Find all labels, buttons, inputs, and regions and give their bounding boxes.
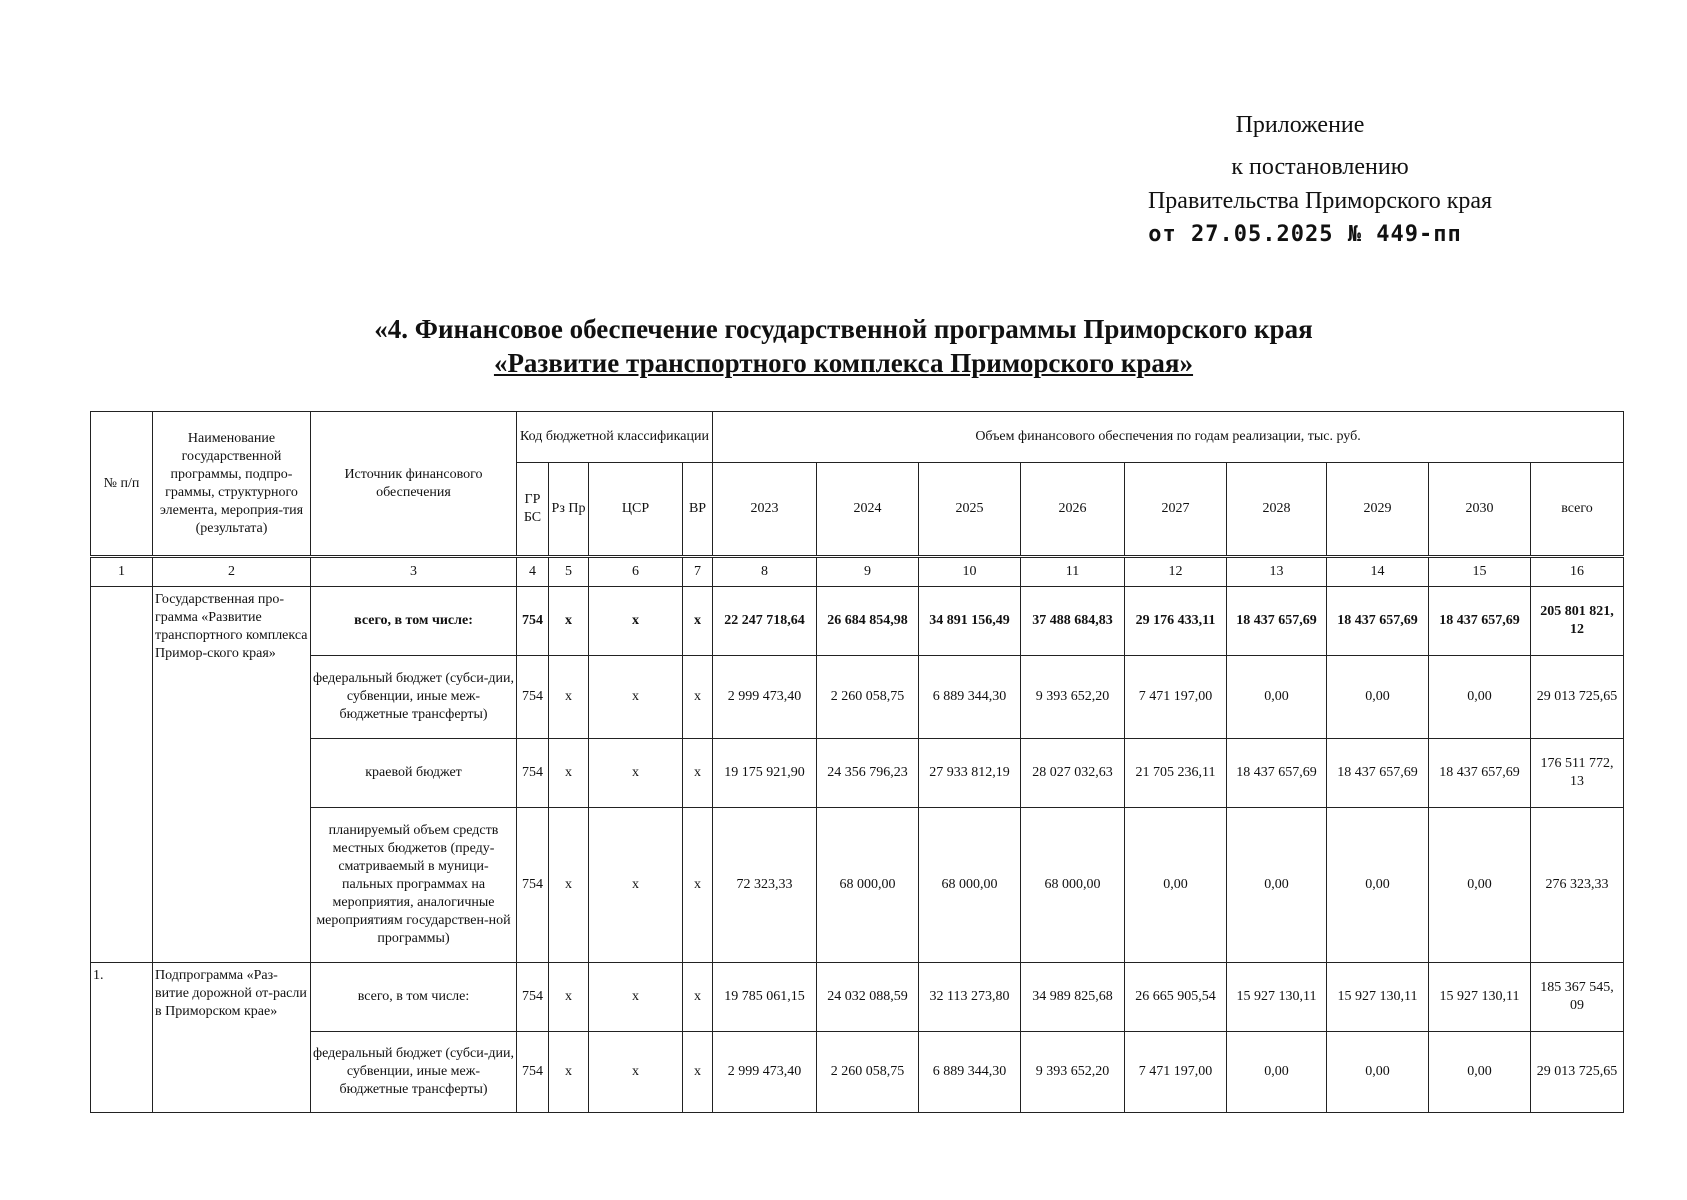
column-number: 11 <box>1021 557 1125 587</box>
kbk-csr: х <box>589 1032 683 1113</box>
kbk-csr: х <box>589 808 683 963</box>
program-name: Государственная про-грамма «Развитие транспортного комплекса Примор-ского края» <box>153 587 311 963</box>
kbk-vr: х <box>683 1032 713 1113</box>
funding-source: всего, в том числе: <box>311 963 517 1032</box>
header-row-1 <box>91 412 1624 463</box>
kbk-rzpr: х <box>549 808 589 963</box>
header-year-5: 2028 <box>1227 463 1327 557</box>
kbk-csr: х <box>589 739 683 808</box>
value-year-2030: 0,00 <box>1429 656 1531 739</box>
header-grbs: ГР БС <box>517 463 549 557</box>
kbk-rzpr: х <box>549 587 589 656</box>
column-number: 2 <box>153 557 311 587</box>
value-year-2029: 0,00 <box>1327 1032 1429 1113</box>
column-number: 5 <box>549 557 589 587</box>
value-total: 29 013 725,65 <box>1531 1032 1624 1113</box>
header-year-8: всего <box>1531 463 1624 557</box>
header-csr: ЦСР <box>589 463 683 557</box>
value-year-2027: 21 705 236,11 <box>1125 739 1227 808</box>
kbk-grbs: 754 <box>517 587 549 656</box>
kbk-vr: х <box>683 656 713 739</box>
document-title <box>0 312 1687 380</box>
header-source: Источник финансового обеспечения <box>311 412 517 557</box>
column-number: 4 <box>517 557 549 587</box>
value-year-2029: 0,00 <box>1327 656 1429 739</box>
kbk-vr: х <box>683 963 713 1032</box>
kbk-vr: х <box>683 808 713 963</box>
value-year-2024: 2 260 058,75 <box>817 656 919 739</box>
value-year-2026: 9 393 652,20 <box>1021 656 1125 739</box>
row-number: 1. <box>91 963 153 1113</box>
value-year-2026: 68 000,00 <box>1021 808 1125 963</box>
kbk-rzpr: х <box>549 1032 589 1113</box>
value-year-2029: 15 927 130,11 <box>1327 963 1429 1032</box>
column-number: 9 <box>817 557 919 587</box>
value-year-2025: 34 891 156,49 <box>919 587 1021 656</box>
header-rzpr: Рз Пр <box>549 463 589 557</box>
column-number: 12 <box>1125 557 1227 587</box>
value-year-2023: 22 247 718,64 <box>713 587 817 656</box>
value-year-2028: 15 927 130,11 <box>1227 963 1327 1032</box>
table-row <box>91 963 1624 1032</box>
header-year-4: 2027 <box>1125 463 1227 557</box>
value-year-2027: 0,00 <box>1125 808 1227 963</box>
header-year-0: 2023 <box>713 463 817 557</box>
funding-source: планируемый объем средств местных бюджетов (преду-сматриваемый в муници-пальных программах на мероприятия, аналогичные мероприятиям государствен-ной программы) <box>311 808 517 963</box>
header-year-6: 2029 <box>1327 463 1429 557</box>
header-num: № п/п <box>91 412 153 557</box>
value-year-2024: 24 032 088,59 <box>817 963 919 1032</box>
table-row <box>91 656 1624 739</box>
value-year-2028: 18 437 657,69 <box>1227 739 1327 808</box>
value-total: 29 013 725,65 <box>1531 656 1624 739</box>
kbk-csr: х <box>589 963 683 1032</box>
kbk-grbs: 754 <box>517 739 549 808</box>
value-year-2027: 7 471 197,00 <box>1125 656 1227 739</box>
value-total: 276 323,33 <box>1531 808 1624 963</box>
column-number: 14 <box>1327 557 1429 587</box>
value-year-2024: 2 260 058,75 <box>817 1032 919 1113</box>
row-number <box>91 587 153 963</box>
value-year-2028: 0,00 <box>1227 1032 1327 1113</box>
value-year-2029: 18 437 657,69 <box>1327 587 1429 656</box>
appendix-authority: Правительства Приморского края <box>1147 188 1493 214</box>
header-vr: ВР <box>683 463 713 557</box>
value-year-2028: 0,00 <box>1227 656 1327 739</box>
table-row <box>91 587 1624 656</box>
value-year-2025: 68 000,00 <box>919 808 1021 963</box>
value-year-2030: 0,00 <box>1429 808 1531 963</box>
table-row <box>91 1032 1624 1113</box>
value-total: 205 801 821, 12 <box>1531 587 1624 656</box>
header-volume: Объем финансового обеспечения по годам реализации, тыс. руб. <box>713 412 1624 463</box>
header-year-2: 2025 <box>919 463 1021 557</box>
value-year-2026: 28 027 032,63 <box>1021 739 1125 808</box>
value-total: 185 367 545, 09 <box>1531 963 1624 1032</box>
value-year-2028: 0,00 <box>1227 808 1327 963</box>
kbk-csr: х <box>589 587 683 656</box>
kbk-grbs: 754 <box>517 1032 549 1113</box>
header-name: Наименование государственной программы, подпро-граммы, структурного элемента, мероприя-тия (результата) <box>153 412 311 557</box>
kbk-csr: х <box>589 656 683 739</box>
column-number: 7 <box>683 557 713 587</box>
header-year-1: 2024 <box>817 463 919 557</box>
value-total: 176 511 772, 13 <box>1531 739 1624 808</box>
value-year-2028: 18 437 657,69 <box>1227 587 1327 656</box>
column-number: 6 <box>589 557 683 587</box>
value-year-2025: 6 889 344,30 <box>919 1032 1021 1113</box>
header-kbk: Код бюджетной классификации <box>517 412 713 463</box>
value-year-2030: 0,00 <box>1429 1032 1531 1113</box>
kbk-vr: х <box>683 587 713 656</box>
kbk-rzpr: х <box>549 656 589 739</box>
value-year-2024: 26 684 854,98 <box>817 587 919 656</box>
kbk-grbs: 754 <box>517 963 549 1032</box>
value-year-2023: 72 323,33 <box>713 808 817 963</box>
title-line-1: «4. Финансовое обеспечение государственной программы Приморского края <box>374 314 1313 344</box>
appendix-title: Приложение <box>1235 112 1365 138</box>
column-number: 1 <box>91 557 153 587</box>
column-number: 8 <box>713 557 817 587</box>
appendix-block <box>1110 108 1530 252</box>
title-line-2: «Развитие транспортного комплекса Приморского края» <box>493 348 1194 378</box>
funding-source: всего, в том числе: <box>311 587 517 656</box>
column-number: 16 <box>1531 557 1624 587</box>
value-year-2026: 37 488 684,83 <box>1021 587 1125 656</box>
column-number: 15 <box>1429 557 1531 587</box>
value-year-2024: 24 356 796,23 <box>817 739 919 808</box>
header-year-3: 2026 <box>1021 463 1125 557</box>
column-number: 3 <box>311 557 517 587</box>
value-year-2023: 2 999 473,40 <box>713 656 817 739</box>
kbk-vr: х <box>683 739 713 808</box>
value-year-2030: 18 437 657,69 <box>1429 739 1531 808</box>
value-year-2029: 18 437 657,69 <box>1327 739 1429 808</box>
value-year-2029: 0,00 <box>1327 808 1429 963</box>
value-year-2030: 15 927 130,11 <box>1429 963 1531 1032</box>
kbk-rzpr: х <box>549 739 589 808</box>
value-year-2027: 29 176 433,11 <box>1125 587 1227 656</box>
financing-table <box>90 411 1624 1113</box>
program-name: Подпрограмма «Раз-витие дорожной от-расли в Приморском крае» <box>153 963 311 1113</box>
funding-source: федеральный бюджет (субси-дии, субвенции, иные меж-бюджетные трансферты) <box>311 656 517 739</box>
column-number: 10 <box>919 557 1021 587</box>
table-row <box>91 739 1624 808</box>
value-year-2024: 68 000,00 <box>817 808 919 963</box>
value-year-2025: 6 889 344,30 <box>919 656 1021 739</box>
appendix-date-number: от 27.05.2025 № 449-пп <box>1148 222 1462 247</box>
value-year-2027: 7 471 197,00 <box>1125 1032 1227 1113</box>
funding-source: федеральный бюджет (субси-дии, субвенции, иные меж-бюджетные трансферты) <box>311 1032 517 1113</box>
value-year-2025: 32 113 273,80 <box>919 963 1021 1032</box>
value-year-2023: 19 785 061,15 <box>713 963 817 1032</box>
table-row <box>91 808 1624 963</box>
kbk-grbs: 754 <box>517 656 549 739</box>
column-number: 13 <box>1227 557 1327 587</box>
value-year-2027: 26 665 905,54 <box>1125 963 1227 1032</box>
value-year-2026: 34 989 825,68 <box>1021 963 1125 1032</box>
column-number-row <box>91 557 1624 587</box>
value-year-2025: 27 933 812,19 <box>919 739 1021 808</box>
funding-source: краевой бюджет <box>311 739 517 808</box>
appendix-ref: к постановлению <box>1231 154 1409 180</box>
value-year-2023: 2 999 473,40 <box>713 1032 817 1113</box>
kbk-grbs: 754 <box>517 808 549 963</box>
value-year-2030: 18 437 657,69 <box>1429 587 1531 656</box>
header-year-7: 2030 <box>1429 463 1531 557</box>
value-year-2023: 19 175 921,90 <box>713 739 817 808</box>
value-year-2026: 9 393 652,20 <box>1021 1032 1125 1113</box>
kbk-rzpr: х <box>549 963 589 1032</box>
